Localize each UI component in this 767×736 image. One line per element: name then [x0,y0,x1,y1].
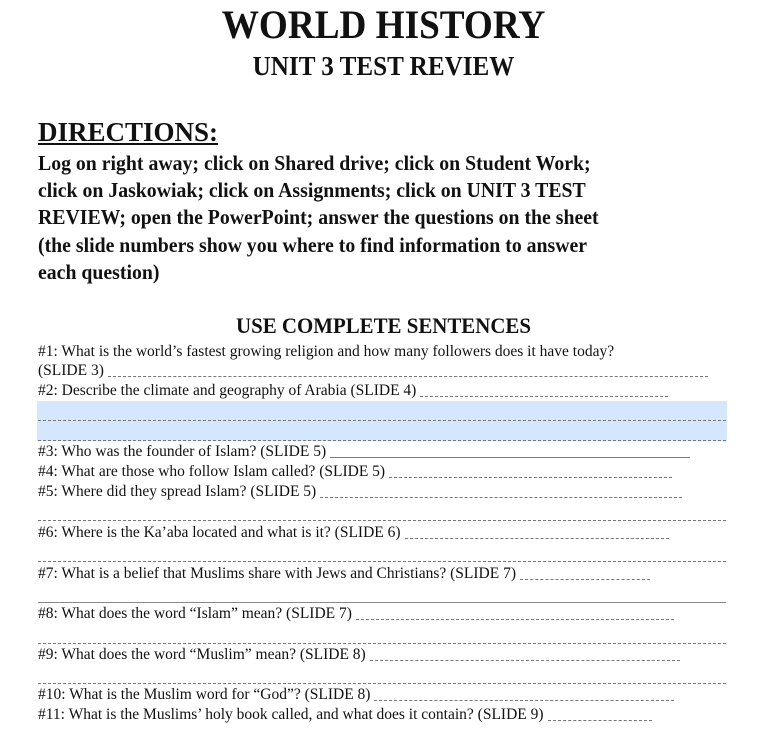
directions-line: Log on right away; click on Shared drive; click on Student Work; [38,151,591,175]
question-3: #3: Who was the founder of Islam? (SLIDE 5) [38,442,690,461]
instruction-heading: USE COMPLETE SENTENCES [235,313,532,338]
question-1: #1: What is the world’s fastest growing religion and how many followers does it have today? [38,343,615,360]
answer-blank[interactable] [320,496,682,498]
answer-blank[interactable] [370,659,680,661]
question-2: #2: Describe the climate and geography of Arabia (SLIDE 4) [38,381,668,400]
question-10: #10: What is the Muslim word for “God”? (SLIDE 8) [38,685,674,704]
directions-line: REVIEW; open the PowerPoint; answer the questions on the sheet [38,205,599,230]
answer-blank[interactable] [520,578,650,580]
answer-blank[interactable] [405,537,669,539]
selection-highlight [37,401,727,441]
answer-blank[interactable] [389,476,672,478]
answer-blank[interactable] [374,699,674,701]
answer-line[interactable] [38,440,726,441]
document-subtitle: UNIT 3 TEST REVIEW [252,51,515,81]
question-4: #4: What are those who follow Islam called? (SLIDE 5) [38,462,672,481]
answer-line[interactable] [38,643,726,644]
question-11: #11: What is the Muslims’ holy book called, and what does it contain? (SLIDE 9) [38,705,652,724]
directions-line: each question) [38,259,160,284]
answer-blank[interactable] [420,395,668,397]
question-9: #9: What does the word “Muslim” mean? (SLIDE 8) [38,645,680,664]
answer-line[interactable] [38,602,726,603]
answer-line[interactable] [38,561,726,562]
question-7: #7: What is a belief that Muslims share with Jews and Christians? (SLIDE 7) [38,564,650,583]
question-8: #8: What does the word “Islam” mean? (SLIDE 7) [38,604,674,623]
answer-blank[interactable] [330,456,690,458]
answer-line[interactable] [38,520,726,521]
directions-heading: DIRECTIONS: [38,117,219,147]
answer-blank[interactable] [548,719,652,721]
answer-line[interactable] [38,683,726,684]
directions-body [38,150,737,286]
directions-line: (the slide numbers show you where to find information to answer [38,232,588,257]
question-5: #5: Where did they spread Islam? (SLIDE 5) [38,482,682,501]
question-6: #6: Where is the Ka’aba located and what is it? (SLIDE 6) [38,523,669,542]
answer-line[interactable] [38,420,726,421]
answer-blank[interactable] [356,618,674,620]
answer-blank[interactable] [108,375,708,377]
directions-line: click on Jaskowiak; click on Assignments; click on UNIT 3 TEST [38,178,586,203]
document-title: WORLD HISTORY [221,2,546,47]
question-1-slide: (SLIDE 3) [38,361,708,380]
